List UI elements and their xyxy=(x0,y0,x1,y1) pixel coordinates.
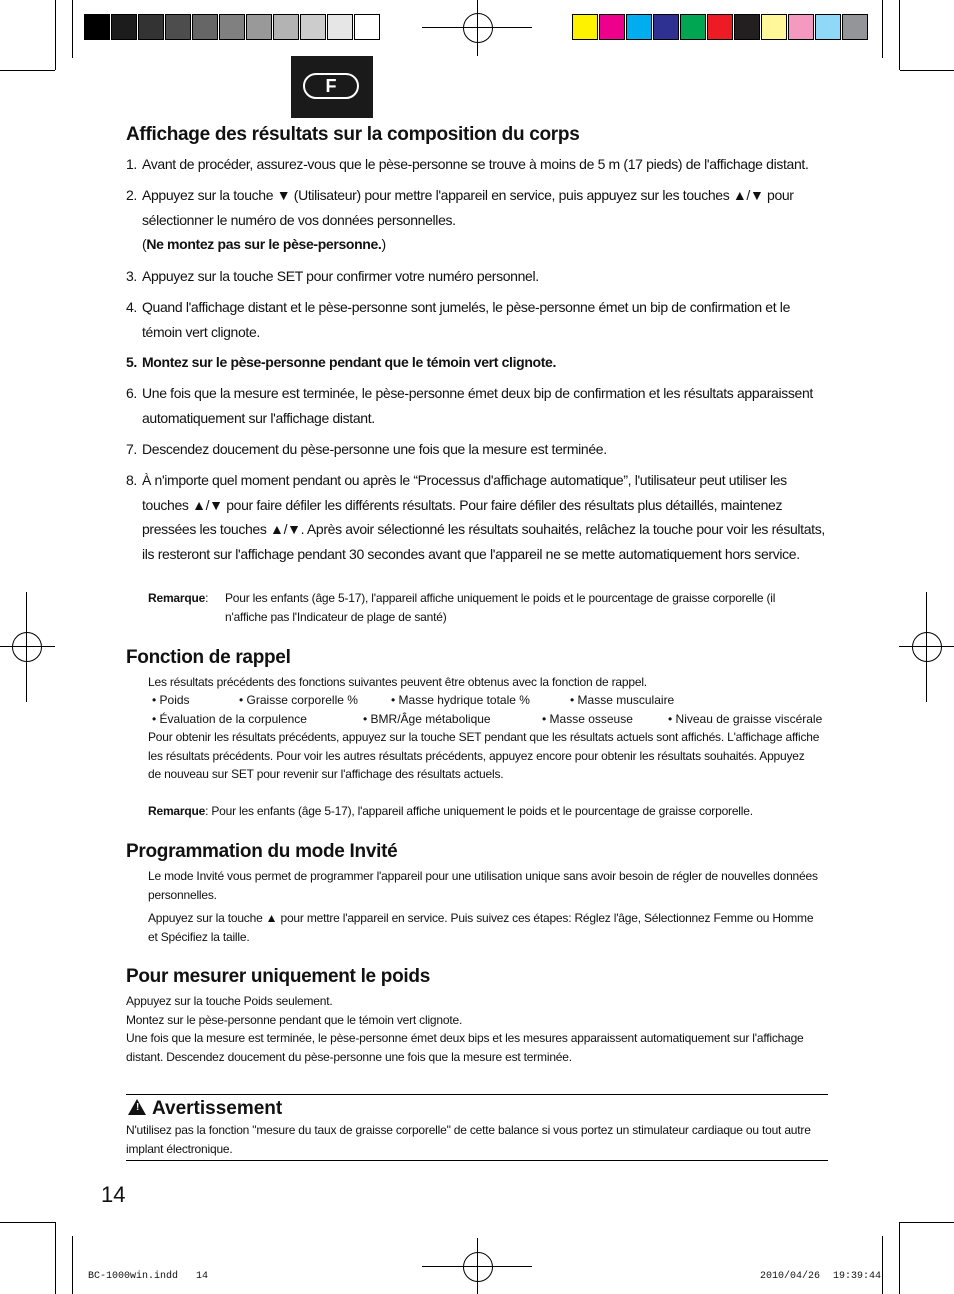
color-swatch xyxy=(327,14,353,40)
color-swatch xyxy=(300,14,326,40)
color-swatch xyxy=(354,14,380,40)
step-number: 8. xyxy=(126,472,137,488)
guest-paragraph-2: Appuyez sur la touche ▲ pour mettre l'appareil en service. Puis suivez ces étapes: Réglez l'âge, Sélectionnez Femme ou Homme et Spécifiez la taille. xyxy=(148,911,814,944)
page-number: 14 xyxy=(101,1182,126,1207)
footer-date: 2010/04/26 xyxy=(760,1271,821,1282)
footer-time: 19:39:44 xyxy=(833,1271,882,1282)
step-number: 5. xyxy=(126,354,137,370)
recall-intro: Les résultats précédents des fonctions suivantes peuvent être obtenus avec la fonction de rappel. xyxy=(148,675,647,689)
section-title-guest-mode: Programmation du mode Invité xyxy=(126,841,398,862)
step-text: Montez sur le pèse-personne pendant que le témoin vert clignote. xyxy=(142,354,557,370)
step-text: Appuyez sur la touche SET pour confirmer votre numéro personnel. xyxy=(142,268,539,284)
color-swatch xyxy=(734,14,760,40)
section-title-weight-only: Pour mesurer uniquement le poids xyxy=(126,966,430,987)
warning-icon: ! xyxy=(128,1099,146,1115)
step-number: 2. xyxy=(126,187,137,203)
note-label: Remarque xyxy=(148,591,206,605)
color-swatch xyxy=(761,14,787,40)
color-swatch xyxy=(842,14,868,40)
section-title-composition: Affichage des résultats sur la composition du corps xyxy=(126,124,580,145)
recall-body: Pour obtenir les résultats précédents, appuyez sur la touche SET pendant que les résultats actuels sont affichés. L'affichage affiche les résultats précédents. Pour voir les autres résultats précédents, appuyez encore pour obtenir les résultats souhaités. Appuyez de nouveau sur SET pour revenir sur l'affichage des résultats actuels. xyxy=(148,730,820,781)
warning-bottom-rule xyxy=(126,1160,828,1161)
step-1 xyxy=(126,152,826,177)
step-caution: (Ne montez pas sur le pèse-personne.) xyxy=(142,236,386,252)
step-8 xyxy=(126,468,826,566)
recall-item: • BMR/Âge métabolique xyxy=(363,712,491,726)
warning-top-rule xyxy=(126,1094,828,1095)
section-title-recall: Fonction de rappel xyxy=(126,647,291,668)
note-children: Remarque: Pour les enfants (âge 5-17), l'appareil affiche uniquement le poids et le pourcentage de graisse corporelle (il n'affiche pas l'Indicateur de plage de santé) xyxy=(148,589,808,608)
weight-only-line: Montez sur le pèse-personne pendant que le témoin vert clignote. xyxy=(126,1013,463,1027)
recall-note xyxy=(148,802,828,821)
step-text: Quand l'affichage distant et le pèse-personne sont jumelés, le pèse-personne émet un bip de confirmation et le témoin vert clignote. xyxy=(142,299,791,340)
step-number: 1. xyxy=(126,156,137,172)
language-badge xyxy=(291,56,373,118)
step-7 xyxy=(126,437,826,462)
recall-item: • Masse musculaire xyxy=(570,693,675,707)
color-swatch xyxy=(84,14,110,40)
step-3 xyxy=(126,264,826,289)
step-text: Avant de procéder, assurez-vous que le pèse-personne se trouve à moins de 5 m (17 pieds) de l'affichage distant. xyxy=(142,156,809,172)
color-swatch xyxy=(572,14,598,40)
step-number: 3. xyxy=(126,268,137,284)
step-4 xyxy=(126,295,826,344)
step-5 xyxy=(126,350,826,375)
color-swatch xyxy=(111,14,137,40)
color-swatch xyxy=(707,14,733,40)
color-swatch xyxy=(626,14,652,40)
step-number: 7. xyxy=(126,441,137,457)
footer-filename: BC-1000win.indd xyxy=(88,1271,179,1282)
color-swatch xyxy=(653,14,679,40)
step-text: Descendez doucement du pèse-personne une fois que la mesure est terminée. xyxy=(142,441,607,457)
step-6 xyxy=(126,381,826,430)
color-swatch xyxy=(680,14,706,40)
step-2 xyxy=(126,183,826,257)
recall-item: • Masse hydrique totale % xyxy=(391,693,530,707)
recall-item: • Poids xyxy=(152,693,190,707)
color-swatch xyxy=(192,14,218,40)
color-swatch xyxy=(788,14,814,40)
step-number: 6. xyxy=(126,385,137,401)
color-swatch xyxy=(273,14,299,40)
guest-paragraph-1: Le mode Invité vous permet de programmer l'appareil pour une utilisation unique sans avoir besoin de régler de nouvelles données personnelles. xyxy=(148,869,818,902)
color-swatch xyxy=(165,14,191,40)
footer-page: 14 xyxy=(196,1271,209,1282)
color-swatch xyxy=(599,14,625,40)
note-text: : Pour les enfants (âge 5-17), l'appareil affiche uniquement le poids et le pourcentage de graisse corporelle. xyxy=(205,804,753,818)
step-text: Appuyez sur la touche ▼ (Utilisateur) pour mettre l'appareil en service, puis appuyez sur les touches ▲/▼ pour sélectionner le numéro de vos données personnelles. xyxy=(142,187,794,228)
recall-item: • Niveau de graisse viscérale xyxy=(668,712,823,726)
step-number: 4. xyxy=(126,299,137,315)
weight-only-line: Appuyez sur la touche Poids seulement. xyxy=(126,994,333,1008)
color-swatch xyxy=(138,14,164,40)
language-letter: F xyxy=(303,73,359,99)
note-text: Pour les enfants (âge 5-17), l'appareil affiche uniquement le poids et le pourcentage de graisse corporelle (il n'affiche pas l'Indicateur de plage de santé) xyxy=(225,591,776,624)
recall-item: • Masse osseuse xyxy=(542,712,633,726)
warning-text: N'utilisez pas la fonction "mesure du taux de graisse corporelle" de cette balance si vous portez un stimulateur cardiaque ou tout autre implant électronique. xyxy=(126,1123,811,1156)
recall-item: • Graisse corporelle % xyxy=(239,693,358,707)
weight-only-line: Une fois que la mesure est terminée, le pèse-personne émet deux bips et les mesures apparaissent automatiquement sur l'affichage distant. Descendez doucement du pèse-personne une fois que la mesure est terminée. xyxy=(126,1031,804,1064)
step-text: À n'importe quel moment pendant ou après le “Processus d'affichage automatique”, l'utilisateur peut utiliser les touches ▲/▼ pour faire défiler les différents résultats. Pour faire défiler des résultats plus détaillés, maintenez pressées les touches ▲/▼. Après avoir sélectionné les résultats souhaités, relâchez la touche pour voir les résultats, ils resteront sur l'affichage pendant 30 secondes avant que l'appareil ne se mette automatiquement hors service. xyxy=(142,472,825,562)
warning-heading xyxy=(128,1098,282,1120)
note-label: Remarque xyxy=(148,804,206,818)
color-swatch xyxy=(219,14,245,40)
color-swatch xyxy=(246,14,272,40)
recall-item: • Évaluation de la corpulence xyxy=(152,712,307,726)
step-text: Une fois que la mesure est terminée, le pèse-personne émet deux bip de confirmation et les résultats apparaissent automatiquement sur l'affichage distant. xyxy=(142,385,813,426)
color-swatch xyxy=(815,14,841,40)
warning-title: Avertissement xyxy=(152,1098,283,1119)
